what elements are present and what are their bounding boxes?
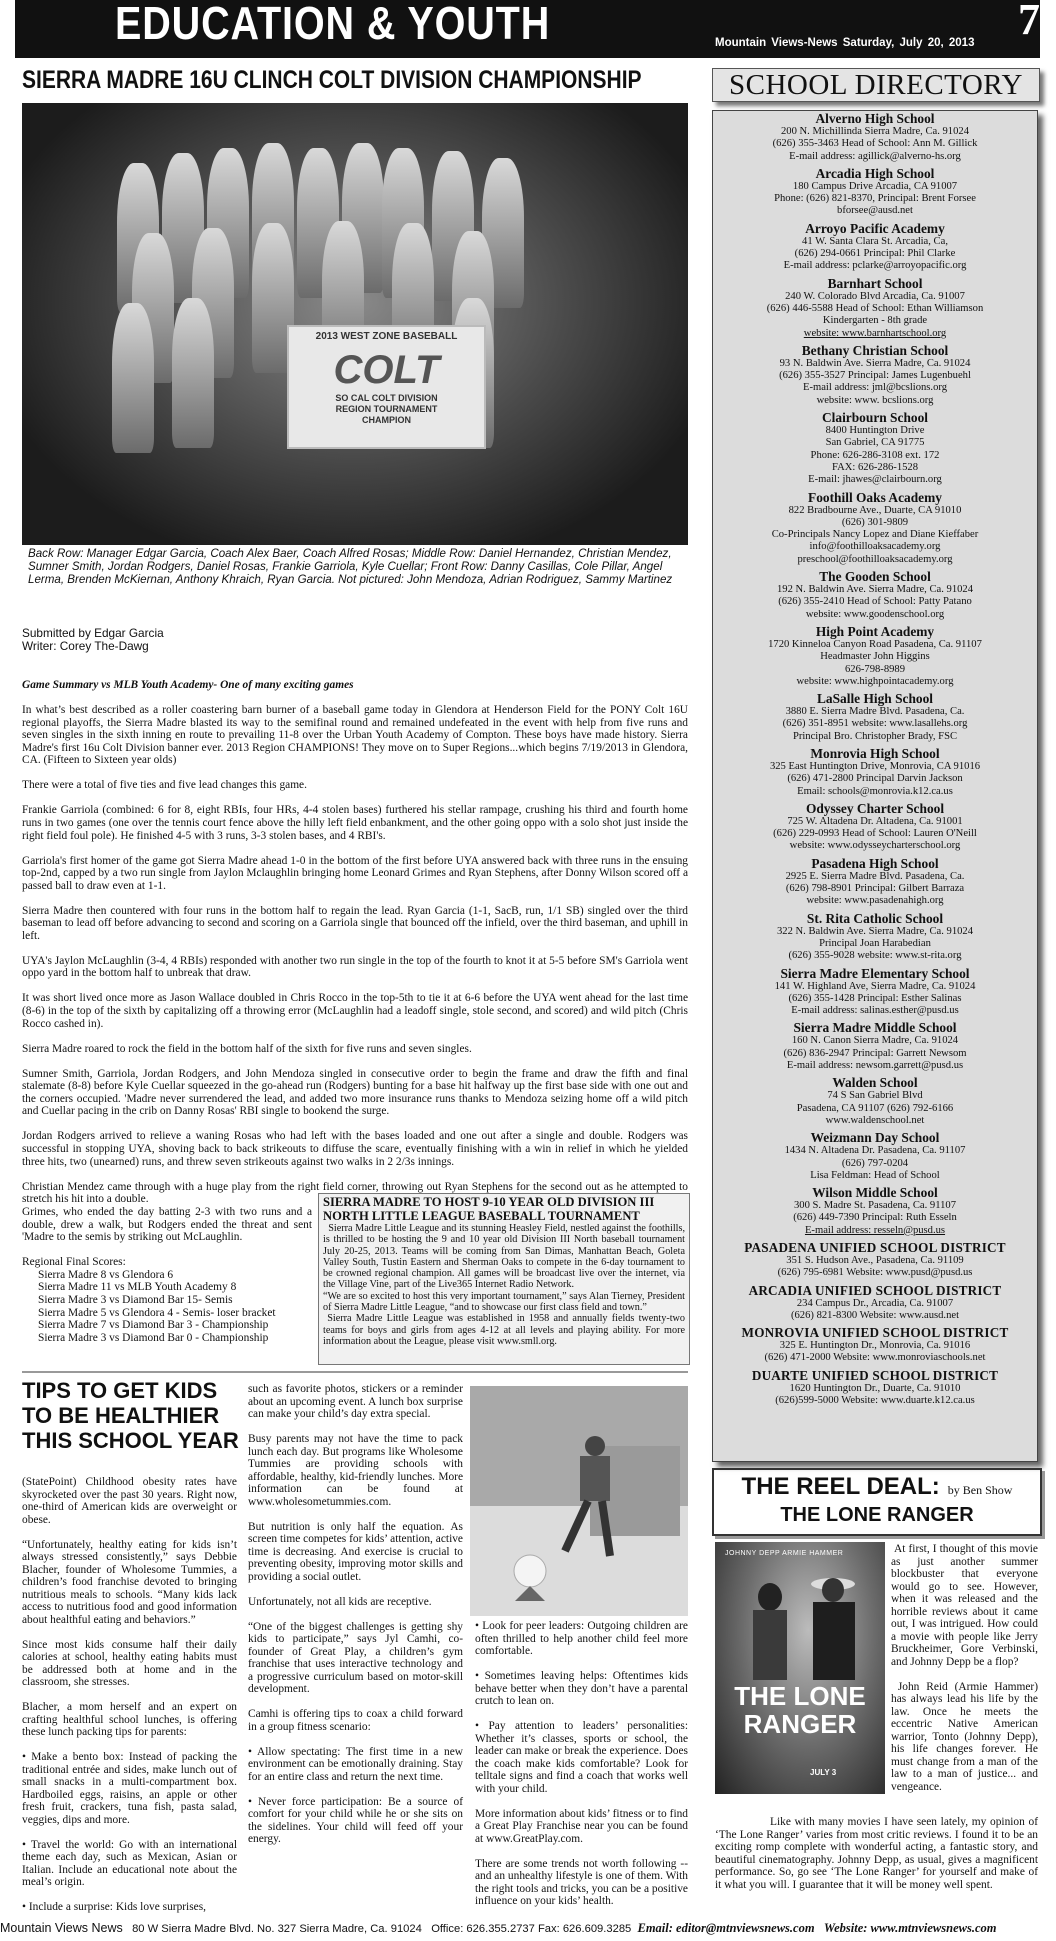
school-detail: 180 Campus Drive Arcadia, CA 91007	[792, 180, 958, 192]
school-detail: Principal Bro. Christopher Brady, FSC	[792, 730, 958, 742]
tips-paragraph: • Travel the world: Go with an international theme each day, such as Mexican, Asian or Italian. Include an educational note about the meal’s origin.	[22, 1838, 237, 1888]
school-name: St. Rita Catholic School	[806, 910, 944, 926]
school-entry	[713, 746, 1037, 798]
submitted-by: Submitted by Edgar Garcia	[22, 626, 164, 640]
tips-paragraph: • Include a surprise: Kids love surprises,	[22, 1901, 206, 1913]
score-line: Sierra Madre 3 vs Diamond Bar 0 - Championship	[38, 1331, 269, 1344]
article-headline: SIERRA MADRE 16U CLINCH COLT DIVISION CHAMPIONSHIP	[22, 66, 642, 94]
school-name: High Point Academy	[815, 623, 935, 639]
review-side-text	[891, 1543, 1038, 1806]
school-detail: 2925 E. Sierra Madre Blvd. Pasadena, Ca.	[785, 870, 965, 882]
school-detail: 41 W. Santa Clara St. Arcadia, Ca,	[802, 235, 948, 247]
school-name: Clairbourn School	[821, 410, 929, 426]
school-detail: (626) 294-0661 Principal: Phil Clarke	[794, 248, 956, 260]
poster-figures	[715, 1542, 885, 1794]
tips-paragraph: • Never force participation: Be a source of comfort for your child while he or she sits on the sidelines. Your child will feed off your energy.	[248, 1795, 463, 1845]
review-paragraph: John Reid (Armie Hammer) has always lead his life by the law. Once he meets the eccentric Native American warrior, Tonto (Johnny Depp), his life changes forever. He must change from a man of the law to a man of justice... and vengeance.	[891, 1680, 1038, 1793]
tips-paragraph: • Pay attention to leaders’ personalities: Whether it’s classes, sports or school, the leader can make or break the experience. Does the coach make kids comfortable? Look for telltale signs and find a coach that works well with your child.	[475, 1720, 688, 1795]
footer-address: 80 W Sierra Madre Blvd. No. 327 Sierra Madre, Ca. 91024	[132, 1923, 422, 1935]
school-detail: (626) 446-5588 Head of School: Ethan Williamson	[766, 302, 984, 314]
page-number: 7	[1018, 0, 1040, 44]
school-detail: 141 W. Highland Ave, Sierra Madre, Ca. 91024	[774, 980, 976, 992]
school-detail: 3880 E. Sierra Madre Blvd. Pasadena, Ca.	[785, 706, 965, 718]
school-entry	[713, 1130, 1037, 1182]
school-entry	[713, 691, 1037, 743]
little-league-paragraph: Sierra Madre Little League and its stunning Heasley Field, nestled against the foothills, is thrilled to be hosting the 9 and 10 year old Division III North baseball tournament July 20-25, 2013. Teams will be coming from San Dimas, Manhattan Beach, Goleta Valley South, Tustin Eastern and Sherman Oaks to compete in the 6-day tournament to be crowned regional champion. All games will be broadcast live over the internet, via the Village Vine, part of the Live365 Internet Radio Network.	[323, 1223, 685, 1291]
paper-date: Mountain Views-News Saturday, July 20, 2013	[715, 37, 975, 49]
school-detail: 74 S San Gabriel Blvd	[827, 1090, 923, 1102]
review-paragraph: Like with many movies I have seen lately, my opinion of ‘The Lone Ranger’ varies from most critic reviews. I found it to be an exciting romp complete with wonderful acting, a fantastic story, and beautiful cinematography. Johnny Depp, as usual, gives a magnificent performance. So, go see ‘The Lone Ranger’ for yourself and make of it what you will. I guarantee that it will be money well spent.	[715, 1816, 1038, 1891]
article-paragraph: Garriola's first homer of the game got Sierra Madre ahead 1-0 in the bottom of the first before UYA answered back with three runs in the ensuing top-2nd, capped by a two run single from Jaylon Mclaughlin bringing home Leonard Grimes and Ryan Stephens, after Donny Wilson scored off a passed ball to draw even at 1-1.	[22, 854, 688, 892]
section-title: EDUCATION & YOUTH	[115, 0, 551, 49]
review-paragraph: At first, I thought of this movie as just another summer blockbuster that everyone would go to see. However, when it was released and the horrible reviews about it came out, I was intrigued. How could a movie with people like Jerry Bruckheimer, Gore Verbinski, and Johnny Depp be a flop?	[891, 1543, 1038, 1668]
little-league-title: SIERRA MADRE TO HOST 9-10 YEAR OLD DIVISION III NORTH LITTLE LEAGUE BASEBALL TOURNAMENT	[323, 1195, 655, 1223]
school-name: Arroyo Pacific Academy	[805, 220, 945, 236]
school-name: Foothill Oaks Academy	[808, 489, 942, 505]
tips-paragraph: Busy parents may not have the time to pack lunch each day. But programs like Wholesome Tummies are providing schools with affordable, healthy, kid-friendly lunches. More information can be found at www.wholesometummies.com.	[248, 1433, 463, 1508]
score-line: Sierra Madre 8 vs Glendora 6	[38, 1268, 174, 1281]
article-paragraph: Jordan Rodgers arrived to relieve a waning Rosas who had left with the bases loaded and one out after a single and double. Rodgers was successful in stopping UYA, shoving back to back strikeouts to diffuse the scare, eventually finishing with a win in relief in which he yielded three hits, two (unearned) runs, and threw seven strikeouts against two walks in 2 2/3s innings.	[22, 1130, 688, 1168]
school-detail: Lisa Feldman: Head of School	[810, 1169, 940, 1181]
school-entry	[713, 856, 1037, 908]
article-body	[22, 679, 688, 1218]
school-entry	[713, 1075, 1037, 1127]
school-name: LaSalle High School	[816, 691, 934, 707]
footer-website[interactable]: Website: www.mtnviewsnews.com	[823, 1921, 997, 1935]
championship-banner	[287, 325, 486, 449]
school-detail: (626) 821-8300 Website: www.ausd.net	[790, 1309, 960, 1321]
school-detail: 192 N. Baldwin Ave. Sierra Madre, Ca. 91024	[776, 584, 974, 596]
tips-paragraph: Camhi is offering tips to coax a child forward in a group fitness scenario:	[248, 1708, 463, 1733]
tips-paragraph: • Allow spectating: The first time in a new environment can be emotionally draining. Stay for an entire class and return the next time.	[248, 1745, 463, 1783]
school-entry	[713, 624, 1037, 688]
movie-title: THE LONE RANGER	[780, 1504, 974, 1526]
school-entry	[713, 221, 1037, 273]
school-detail: FAX: 626-286-1528	[831, 461, 919, 473]
school-detail: Pasadena, CA 91107 (626) 792-6166	[796, 1102, 954, 1114]
school-name: Sierra Madre Elementary School	[780, 965, 970, 981]
tips-paragraph: • Look for peer leaders: Outgoing children are often thrilled to help another child feel more comfortable.	[475, 1620, 688, 1657]
school-name: Walden School	[832, 1075, 918, 1091]
article-paragraph: It was short lived once more as Jason Wallace doubled in Chris Rocco in the top-5th to tie it at 6-6 before the UYA went ahead for the last time (8-6) in the top of the sixth by capitalizing off a throwing error (McLaughlin had a leadoff single, stole second, and scored) and wild pitch (Chris Rocco cashed in).	[22, 992, 688, 1030]
article-paragraph: Sumner Smith, Garriola, Jordan Rodgers, and John Mendoza singled in consecutive order to begin the frame and draw the fifth and final stalemate (8-8) before Kyle Cuellar squeezed in the go-ahead run (Rodgers) bunting for a base hit halfway up the first base side with one out and the corners occupied. 'Madre never surrendered the lead, and added two more insurance runs thanks to Mendoza seizing home off a wild pitch and Cuellar pacing in the crib on Danny Rosas' RBI single to bookend the surge.	[22, 1067, 688, 1118]
school-detail: 351 S. Hudson Ave., Pasadena, Ca. 91109	[786, 1255, 964, 1266]
article-paragraph: UYA's Jaylon McLaughlin (3-4, 4 RBIs) responded with another two run single in the top of the fourth to knot it at 5-5 before SM's Garriola went oppo yard in the bottom half to unbreak that draw.	[22, 954, 688, 980]
school-detail: (626) 795-6981 Website: www.pusd@pusd.us	[777, 1267, 973, 1279]
school-name: Odyssey Charter School	[805, 800, 945, 816]
score-line: Sierra Madre 5 vs Glendora 4 - Semis- loser bracket	[38, 1306, 276, 1319]
school-detail: preschool@foothilloaksacademy.org	[797, 553, 953, 565]
tips-headline: TIPS TO GET KIDS TO BE HEALTHIER THIS SCHOOL YEAR	[22, 1378, 239, 1453]
school-name: PASADENA UNIFIED SCHOOL DISTRICT	[744, 1240, 1006, 1255]
kids-gym-illustration	[470, 1386, 688, 1616]
school-detail: (626) 351-8951 website: www.lasallehs.org	[782, 718, 968, 730]
score-line: Sierra Madre 11 vs MLB Youth Academy 8	[38, 1281, 237, 1294]
school-name: Wilson Middle School	[812, 1185, 938, 1201]
school-detail: website: www. bcslions.org	[816, 394, 934, 406]
school-detail: 300 S. Madre St. Pasadena, Ca. 91107	[793, 1200, 957, 1212]
school-detail: (626) 355-2410 Head of School: Patty Patano	[778, 596, 972, 608]
banner-line: 2013 WEST ZONE BASEBALL	[315, 331, 458, 342]
reel-deal-byline: by Ben Show	[947, 1483, 1013, 1497]
school-detail: (626)599-5000 Website: www.duarte.k12.ca.us	[775, 1395, 975, 1407]
school-detail: website: www.pasadenahigh.org	[806, 895, 944, 907]
school-detail: www.waldenschool.net	[825, 1114, 925, 1126]
colt-logo: COLT	[333, 348, 440, 392]
banner-line: CHAMPION	[362, 415, 411, 425]
school-detail: Co-Principals Nancy Lopez and Diane Kieffaber	[771, 529, 979, 541]
reel-deal-title-row	[714, 1472, 1040, 1502]
writer: Writer: Corey The-Dawg	[22, 638, 149, 653]
player-figure	[172, 298, 214, 448]
tips-paragraph: Since most kids consume half their daily calories at school, healthy eating habits must be addressed both at home and in the classroom, she stresses.	[22, 1638, 237, 1688]
article-paragraph: There were a total of five ties and five lead changes this game.	[22, 779, 307, 792]
school-entry	[713, 410, 1037, 486]
banner-line: REGION TOURNAMENT	[335, 404, 438, 414]
school-entry	[713, 911, 1037, 963]
school-detail: website: www.goodenschool.org	[805, 608, 945, 620]
school-entry	[713, 966, 1037, 1018]
article-subhead: Game Summary vs MLB Youth Academy- One of many exciting games	[22, 679, 354, 691]
school-entry	[713, 490, 1037, 566]
school-detail: Kindergarten - 8th grade	[822, 315, 928, 327]
little-league-paragraph: “We are so excited to host this very important tournament,” says Alan Tierney, President of Sierra Madre Little League, “and to showcase our first class field and town.”	[323, 1290, 685, 1314]
school-detail: (626) 471-2800 Principal Darvin Jackson	[787, 773, 963, 785]
article-body-continued	[22, 1206, 312, 1344]
school-detail: (626) 797-0204	[841, 1157, 909, 1169]
review-bottom-text	[715, 1816, 1038, 1904]
school-detail: (626) 355-3527 Principal: James Lugenbuehl	[779, 370, 971, 382]
divider	[22, 1371, 688, 1373]
school-detail: website: www.odysseycharterschool.org	[789, 840, 961, 852]
article-paragraph: Sierra Madre roared to rock the field in the bottom half of the sixth for five runs and seven singles.	[22, 1042, 472, 1055]
school-detail: 234 Campus Dr., Arcadia, Ca. 91007	[796, 1297, 954, 1309]
school-name: Alverno High School	[815, 111, 935, 126]
school-detail: Phone: 626-286-3108 ext. 172	[810, 449, 940, 461]
school-detail: bforsee@ausd.net	[837, 205, 913, 217]
school-entry	[713, 343, 1037, 407]
school-directory	[712, 110, 1038, 1462]
school-detail: E-mail address: newsom.garrett@pusd.us	[786, 1060, 964, 1072]
footer-email[interactable]: Email: editor@mtnviewsnews.com	[637, 1921, 815, 1935]
tips-paragraph: More information about kids’ fitness or to find a Great Play Franchise near you can be found at www.GreatPlay.com.	[475, 1807, 688, 1845]
school-detail: E-mail address: pclarke@arroyopacific.org	[783, 260, 967, 272]
school-entry	[713, 166, 1037, 218]
school-detail: 160 N. Canon Sierra Madre, Ca. 91024	[791, 1035, 959, 1047]
tips-paragraph: Unfortunately, not all kids are receptive.	[248, 1595, 432, 1608]
little-league-sidebar	[318, 1193, 690, 1365]
school-detail: website: www.barnhartschool.org	[803, 327, 947, 339]
school-detail: 626-798-8989	[844, 663, 906, 675]
school-name: Arcadia High School	[815, 165, 935, 181]
school-detail: 725 W. Altadena Dr. Altadena, Ca. 91001	[787, 815, 963, 827]
school-name: ARCADIA UNIFIED SCHOOL DISTRICT	[748, 1282, 1002, 1298]
school-entry	[713, 569, 1037, 621]
school-name: Pasadena High School	[811, 855, 939, 871]
school-entry	[713, 1185, 1037, 1237]
school-detail: 1620 Huntington Dr., Duarte, Ca. 91010	[789, 1382, 961, 1394]
school-detail: Email: schools@monrovia.k12.ca.us	[797, 785, 953, 797]
school-detail: info@foothilloaksacademy.org	[809, 541, 941, 553]
reel-deal-title: THE REEL DEAL:	[741, 1473, 940, 1500]
masthead	[15, 0, 1040, 58]
movie-poster	[715, 1542, 885, 1794]
school-detail: website: www.highpointacademy.org	[796, 675, 954, 687]
tips-paragraph: • Sometimes leaving helps: Oftentimes kids behave better when they don’t have a parental crutch to lean on.	[475, 1670, 688, 1707]
school-detail: 240 W. Colorado Blvd Arcadia, Ca. 91007	[785, 290, 965, 302]
school-detail: 325 E. Huntington Dr., Monrovia, Ca. 91016	[779, 1340, 971, 1352]
school-detail: E-mail address: resseln@pusd.us	[804, 1224, 946, 1236]
article-paragraph: Christian Mendez came through with a huge play from the right field corner, throwing out Ryan Stephens for the second out as he attempted to stretch his hit into a double.	[22, 1180, 688, 1206]
school-name: Sierra Madre Middle School	[793, 1020, 957, 1036]
regional-scores	[22, 1256, 312, 1344]
district-entry	[713, 1240, 1037, 1280]
banner-line: SO CAL COLT DIVISION	[335, 393, 438, 403]
score-line: Sierra Madre 7 vs Diamond Bar 3 - Championship	[38, 1319, 269, 1332]
tips-column-1	[22, 1476, 237, 1926]
player-figure	[112, 303, 154, 453]
school-detail: 822 Bradbourne Ave., Duarte, CA 91010	[788, 504, 962, 516]
school-detail: (626) 355-1428 Principal: Esther Salinas	[788, 992, 962, 1004]
school-detail: (626) 355-9028 website: www.st-rita.org	[788, 950, 962, 962]
school-detail: Phone: (626) 821-8370, Principal: Brent Forsee	[774, 193, 976, 205]
school-detail: E-mail address: salinas.esther@pusd.us	[791, 1005, 959, 1017]
school-entry	[713, 801, 1037, 853]
school-name: MONROVIA UNIFIED SCHOOL DISTRICT	[741, 1325, 1009, 1341]
school-directory-title: SCHOOL DIRECTORY	[712, 68, 1040, 102]
poster-cast: JOHNNY DEPP ARMIE HAMMER	[725, 1550, 844, 1557]
school-detail: Headmaster John Higgins	[820, 651, 930, 663]
school-detail: (626) 355-3463 Head of School: Ann M. Gillick	[772, 138, 978, 150]
school-entry	[713, 276, 1037, 340]
poster-title: THE LONE RANGER	[734, 1681, 866, 1739]
school-detail: 93 N. Baldwin Ave. Sierra Madre, Ca. 91024	[779, 357, 971, 369]
article-paragraph: Grimes, who ended the day batting 2-3 with two runs and a double, drew a walk, but Rodgers ended the threat and sent 'Madre to the semis by striking out McLaughlin.	[22, 1206, 312, 1244]
school-detail: 8400 Huntington Drive	[825, 425, 925, 437]
tips-paragraph: such as favorite photos, stickers or a reminder about an upcoming event. A lunch box surprise can make your child’s day extra special.	[248, 1383, 463, 1420]
school-detail: (626) 798-8901 Principal: Gilbert Barraza	[785, 883, 965, 895]
tips-paragraph: “Unfortunately, healthy eating for kids isn’t always stressed consistently,” says Debbie Blacher, founder of Wholesome Tummies, a children’s food franchise devoted to bringing nutritious meals to schools. “Many kids lack access to nutritious food and good information about healthful eating and behaviors.”	[22, 1538, 237, 1626]
school-detail: (626) 471-2000 Website: www.monroviaschools.net	[764, 1352, 986, 1364]
tips-column-3	[475, 1620, 688, 1920]
school-detail: (626) 301-9809	[841, 516, 909, 528]
school-detail: 1434 N. Altadena Dr. Pasadena, Ca. 91107	[784, 1145, 966, 1157]
poster-date: JULY 3	[810, 1768, 837, 1777]
school-name: Barnhart School	[827, 275, 923, 291]
school-detail: 322 N. Baldwin Ave. Sierra Madre, Ca. 91024	[776, 925, 974, 937]
school-name: Weizmann Day School	[810, 1130, 940, 1146]
reel-deal-header	[712, 1468, 1042, 1536]
photo-caption: Back Row: Manager Edgar Garcia, Coach Alex Baer, Coach Alfred Rosas; Middle Row: Daniel Hernandez, Christian Mendez, Sumner Smith, Jordan Rodgers, Daniel Rosas, Frankie Garriola, Kyle Cuellar; Front Row: Danny Casillas, Cole Pillar, Angel Lerma, Brenden McKiernan, Anthony Khraich, Ryan Garcia. Not pictured: John Mendoza, Adrian Rodriguez, Sammy Martinez	[28, 547, 673, 586]
school-name: Monrovia High School	[810, 745, 940, 761]
kids-gym-photo	[470, 1386, 688, 1616]
school-entry	[713, 1020, 1037, 1072]
school-detail: (626) 449-7390 Principal: Ruth Esseln	[793, 1212, 957, 1224]
scores-label: Regional Final Scores:	[22, 1256, 126, 1269]
district-entry	[713, 1283, 1037, 1323]
article-paragraph: In what’s best described as a roller coastering barn burner of a baseball game today in Glendora at Henderson Field for the PONY Colt 16U regional playoffs, the Sierra Madre blasted its way to the semifinal round and remained undefeated in the event with help from five runs and seven singles in the sixth inning en route to prevailing 11-8 over the Urban Youth Academy of Compton. These boys have made history. Sierra Madre's first 16u Colt Division banner ever. 2013 Region CHAMPIONS! They move on to Super Regions...which begins 7/19/2013 in Glendora, CA. (Fifteen to Sixteen year olds)	[22, 703, 688, 767]
district-entry	[713, 1368, 1037, 1408]
school-detail: E-mail address: agillick@alverno-hs.org	[789, 150, 961, 162]
school-name: DUARTE UNIFIED SCHOOL DISTRICT	[751, 1367, 999, 1383]
tips-paragraph: Blacher, a mom herself and an expert on crafting healthful school lunches, is offering these lunch packing tips for parents:	[22, 1701, 237, 1738]
school-name: Bethany Christian School	[801, 342, 949, 358]
tips-paragraph: • Make a bento box: Instead of packing the traditional entrée and sides, make lunch out of small snacks in a multi-compartment box. Hardboiled eggs, raisins, an apple or other fresh fruit, crackers, tuna fish, pasta salad, veggies, dips and more.	[22, 1751, 237, 1826]
team-photo	[22, 103, 688, 545]
school-detail: (626) 836-2947 Principal: Garrett Newsom	[783, 1047, 967, 1059]
score-line: Sierra Madre 3 vs Diamond Bar 15- Semis	[38, 1293, 233, 1306]
school-entry	[713, 111, 1037, 163]
footer-phones: Office: 626.355.2737 Fax: 626.609.3285	[431, 1923, 632, 1935]
school-detail: Principal Joan Harabedian	[819, 937, 931, 949]
footer-publication: Mountain Views News	[0, 1921, 123, 1935]
article-paragraph: Sierra Madre then countered with four runs in the bottom half to regain the lead. Ryan Garcia (1-1, SacB, run, 1/1 SB) singled over the third baseman to lead off before advancing to second and scoring on a Garriola single that bounced off the infield, over the third baseman, and uphill in left.	[22, 904, 688, 942]
tips-paragraph: “One of the biggest challenges is getting shy kids to participate,” says Jyl Camhi, co-founder of Great Play, a children’s gym franchise that uses interactive technology and a progressive curriculum based on motor-skill development.	[248, 1620, 463, 1695]
school-detail: 200 N. Michillinda Sierra Madre, Ca. 91024	[780, 126, 969, 137]
tips-paragraph: (StatePoint) Childhood obesity rates have skyrocketed over the past 30 years. Right now, one-third of American kids are overweight or obese.	[22, 1476, 237, 1526]
tips-paragraph: But nutrition is only half the equation. As screen time competes for kids’ attention, active time is decreasing. And exercise is crucial to preventing obesity, improving motor skills and providing a social outlet.	[248, 1520, 463, 1583]
byline	[22, 627, 164, 653]
school-detail: San Gabriel, CA 91775	[825, 437, 925, 449]
school-detail: 1720 Kinneloa Canyon Road Pasadena, Ca. 91107	[768, 638, 982, 650]
school-detail: E-mail: jhawes@clairbourn.org	[808, 474, 942, 486]
article-paragraph: Frankie Garriola (combined: 6 for 8, eight RBIs, four HRs, 4-4 stolen bases) furthered his stellar rampage, crushing his third and fourth home runs in two games (one over the tennis court fence above the hilly left field enbankment, and the other going oppo with a solo shot just inside the right field foul pole). He finished 4-5 with 3 runs, 3-3 stolen bases, and 4 RBI's.	[22, 804, 688, 842]
little-league-paragraph: Sierra Madre Little League was established in 1958 and annually fields twenty-two teams for boys and girls from ages 4-12 at all levels and playing ability. For more information about the League, please visit www.smll.org.	[323, 1313, 685, 1347]
school-detail: (626) 229-0993 Head of School: Lauren O'Neill	[773, 828, 977, 840]
footer	[0, 1921, 1056, 1941]
school-name: The Gooden School	[819, 569, 931, 585]
school-detail: E-mail address: jml@bcslions.org	[802, 382, 948, 394]
tips-column-2	[248, 1383, 463, 1858]
school-detail: 325 East Huntington Drive, Monrovia, CA 91016	[769, 760, 981, 772]
tips-paragraph: There are some trends not worth following -- and an unhealthy lifestyle is one of them. With the right tools and tricks, you can be a positive influence on your kids’ health.	[475, 1857, 688, 1907]
district-entry	[713, 1325, 1037, 1365]
